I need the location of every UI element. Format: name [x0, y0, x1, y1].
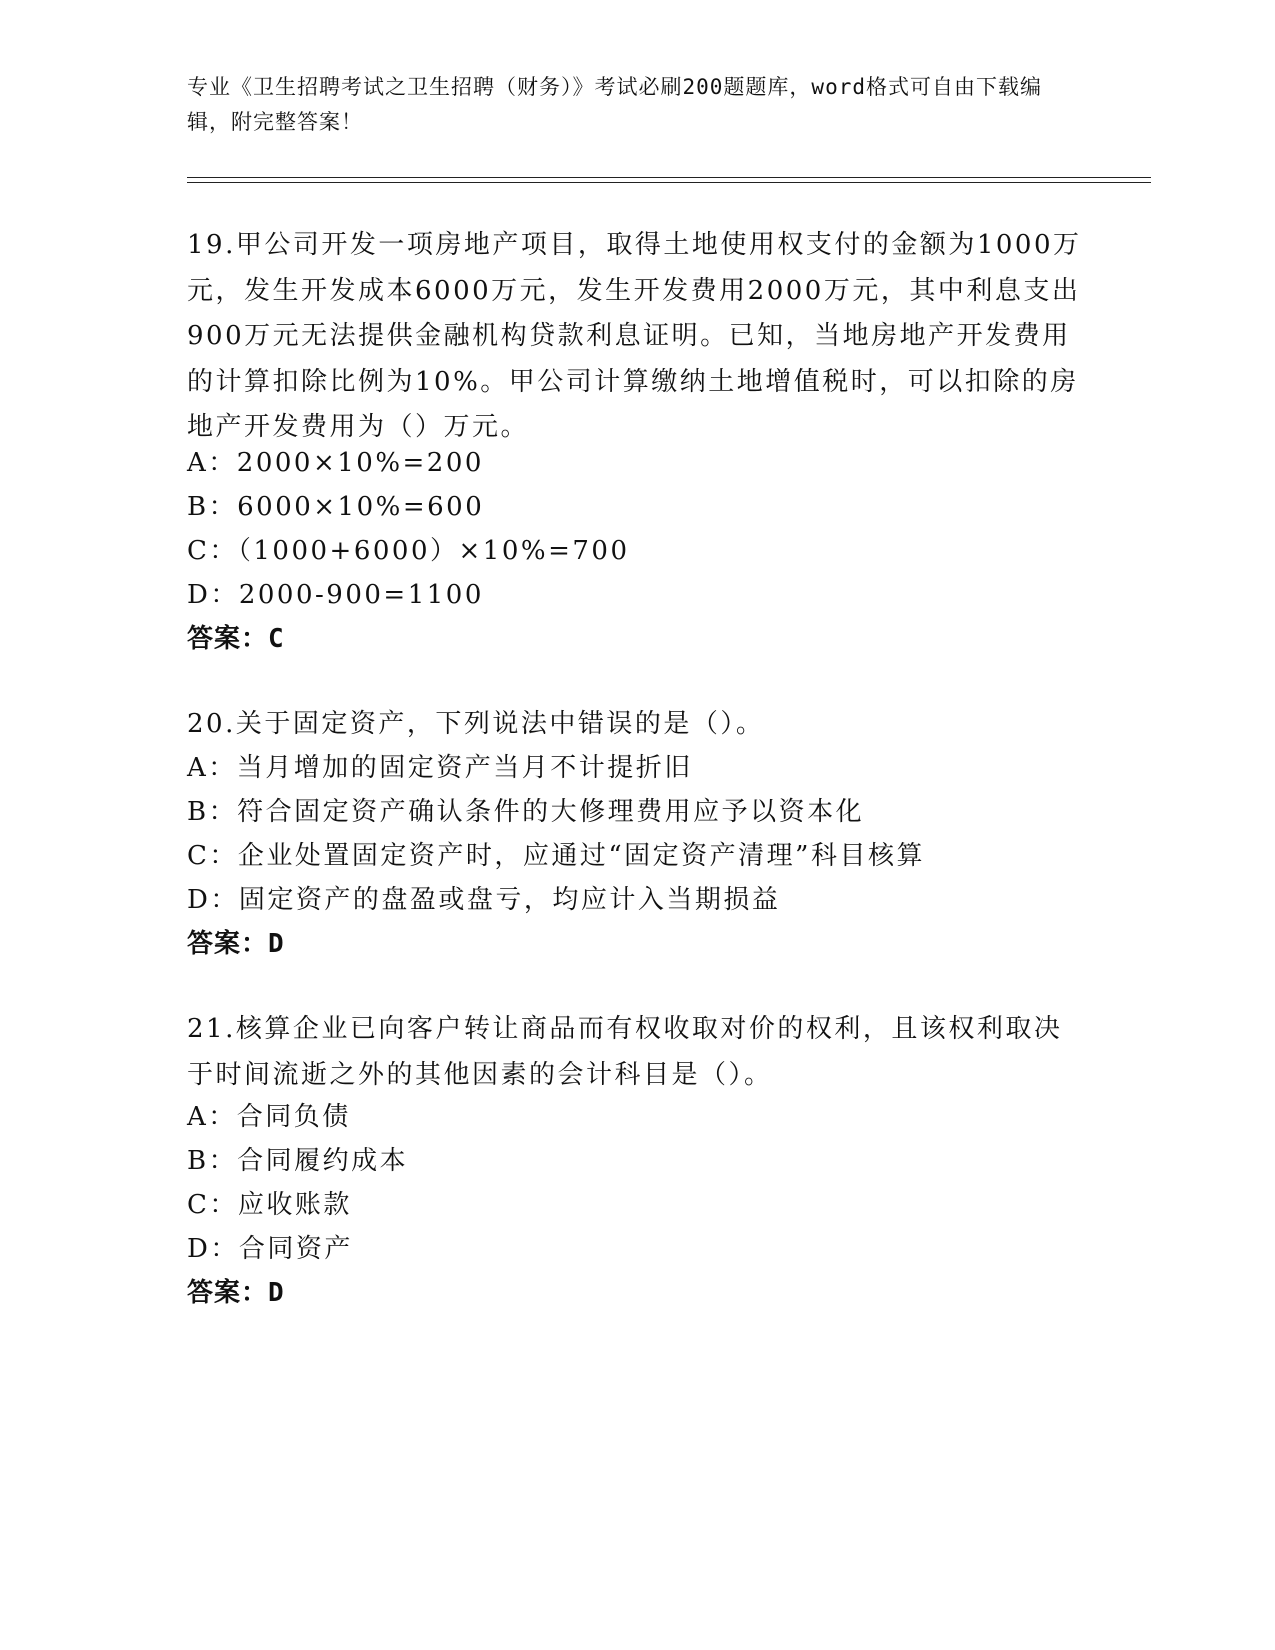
option-a: A：当月增加的固定资产当月不计提折旧: [187, 753, 693, 783]
document-header: 专业《卫生招聘考试之卫生招聘（财务）》考试必刷200题题库，word格式可自由下载编辑，附完整答案！: [187, 75, 1042, 134]
option-b: B：符合固定资产确认条件的大修理费用应予以资本化: [187, 797, 865, 827]
answer-label: 答案：D: [187, 929, 285, 959]
option-a: A：合同负债: [187, 1102, 351, 1132]
question-text: 21.核算企业已向客户转让商品而有权收取对价的权利，且该权利取决于时间流逝之外的其他因素的会计科目是（）。: [187, 1014, 1063, 1090]
option-c: C：（1000+6000）×10%=700: [187, 536, 630, 566]
header-rule-top: [187, 177, 1151, 178]
option-c: C：应收账款: [187, 1190, 352, 1220]
question-text: 19.甲公司开发一项房地产项目，取得土地使用权支付的金额为1000万元，发生开发成本6000万元，发生开发费用2000万元，其中利息支出900万元无法提供金融机构贷款利息证明。已知，当地房地产开发费用的计算扣除比例为10%。甲公司计算缴纳土地增值税时，可以扣除的房地产开发费用为（）万元。: [187, 230, 1082, 442]
option-a: A：2000×10%=200: [187, 448, 484, 478]
answer-label: 答案：D: [187, 1278, 285, 1308]
header-rule-bottom: [187, 182, 1151, 183]
option-c: C：企业处置固定资产时，应通过“固定资产清理”科目核算: [187, 841, 925, 871]
option-d: D：固定资产的盘盈或盘亏，均应计入当期损益: [187, 885, 781, 915]
option-b: B：6000×10%=600: [187, 492, 485, 522]
question-text: 20.关于固定资产，下列说法中错误的是（）。: [187, 709, 765, 739]
option-d: D：2000-900=1100: [187, 580, 484, 610]
answer-label: 答案：C: [187, 624, 285, 654]
option-d: D：合同资产: [187, 1234, 353, 1264]
option-b: B：合同履约成本: [187, 1146, 409, 1176]
